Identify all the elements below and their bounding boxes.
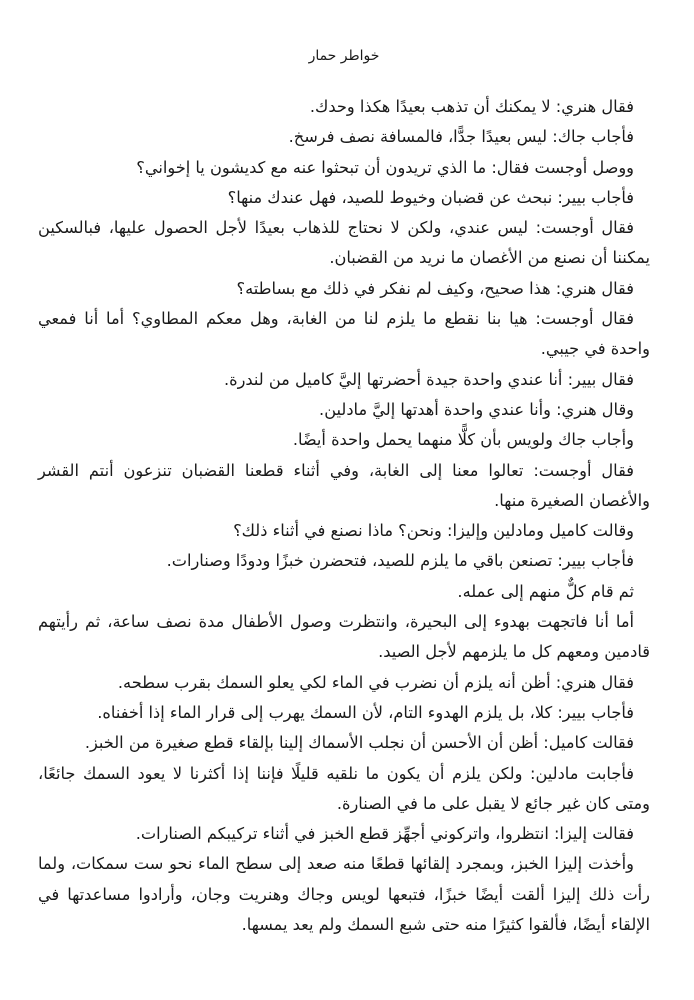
paragraph: فقال هنري: هذا صحيح، وكيف لم نفكر في ذلك مع بساطته؟ <box>236 278 634 298</box>
paragraph: فقالت كاميل: أظن أن الأحسن أن نجلب الأسماك إلينا بإلقاء قطع صغيرة من الخبز. <box>84 733 634 753</box>
paragraph: فقال أوجست: ليس عندي، ولكن لا نحتاج للذهاب بعيدًا لأجل الحصول عليها، فبالسكين يمكننا أن نصنع من الأغصان ما نريد من القضبان. <box>38 218 650 268</box>
paragraph: فأجاب بيير: تصنعن باقي ما يلزم للصيد، فتحضرن خبزًا ودودًا وصنارات. <box>166 551 634 571</box>
paragraph: وأجاب جاك ولويس بأن كلًّا منهما يحمل واحدة أيضًا. <box>292 430 634 450</box>
paragraph: فقال أوجست: تعالوا معنا إلى الغابة، وفي أثناء قطعنا القضبان تنزعون أنتم القشر والأغصان الصغيرة منها. <box>38 460 650 510</box>
paragraph: ووصل أوجست فقال: ما الذي تريدون أن تبحثوا عنه مع كديشون يا إخواني؟ <box>136 157 634 177</box>
paragraph: فقال بيير: أنا عندي واحدة جيدة أحضرتها إليَّ كاميل من لندرة. <box>223 369 634 389</box>
paragraph: فأجاب جاك: ليس بعيدًا جدًّا، فالمسافة نصف فرسخ. <box>288 127 634 147</box>
paragraph: فقال أوجست: هيا بنا نقطع ما يلزم لنا من الغابة، وهل معكم المطاوي؟ أما أنا فمعي واحدة في جيبي. <box>38 309 650 359</box>
paragraph: أما أنا فاتجهت بهدوء إلى البحيرة، وانتظرت وصول الأطفال مدة نصف ساعة، ثم رأيتهم قادمين ومعهم كل ما يلزمهم لأجل الصيد. <box>38 612 650 662</box>
paragraph: فقال هنري: أظن أنه يلزم أن نضرب في الماء لكي يعلو السمك بقرب سطحه. <box>117 672 634 692</box>
paragraph: فأجاب بيير: كلا، بل يلزم الهدوء التام، لأن السمك يهرب إلى قرار الماء إذا أخفناه. <box>97 702 634 722</box>
paragraph: وقال هنري: وأنا عندي واحدة أهدتها إليَّ مادلين. <box>319 399 634 419</box>
page-body-text <box>38 92 650 940</box>
paragraph: ثم قام كلٌّ منهم إلى عمله. <box>457 581 634 601</box>
paragraph: وقالت كاميل ومادلين وإليزا: ونحن؟ ماذا نصنع في أثناء ذلك؟ <box>233 521 634 541</box>
paragraph: فقال هنري: لا يمكنك أن تذهب بعيدًا هكذا وحدك. <box>309 97 634 116</box>
paragraph: فأجاب بيير: نبحث عن قضبان وخيوط للصيد، فهل عندك منها؟ <box>227 187 634 207</box>
paragraph: وأخذت إليزا الخبز، وبمجرد إلقائها قطعًا منه صعد إلى سطح الماء نحو ست سمكات، ولما رأت ذلك إليزا ألقت أيضًا خبزًا، فتبعها لويس وجاك وهنريت وجان، وأرادوا مساعدتها في الإلقاء أيضًا، فألقوا كثيرًا منه حتى شبع السمك ولم يعد يمسها. <box>38 854 650 935</box>
paragraph: فأجابت مادلين: ولكن يلزم أن يكون ما نلقيه قليلًا فإننا إذا أكثرنا لا يعود السمك جائعًا، ومتى كان غير جائع لا يقبل على ما في الصنارة. <box>38 763 650 813</box>
paragraph: فقالت إليزا: انتظروا، واتركوني أجهِّز قطع الخبز في أثناء تركيبكم الصنارات. <box>135 824 634 844</box>
running-header-title: خواطر حمار <box>308 48 380 64</box>
